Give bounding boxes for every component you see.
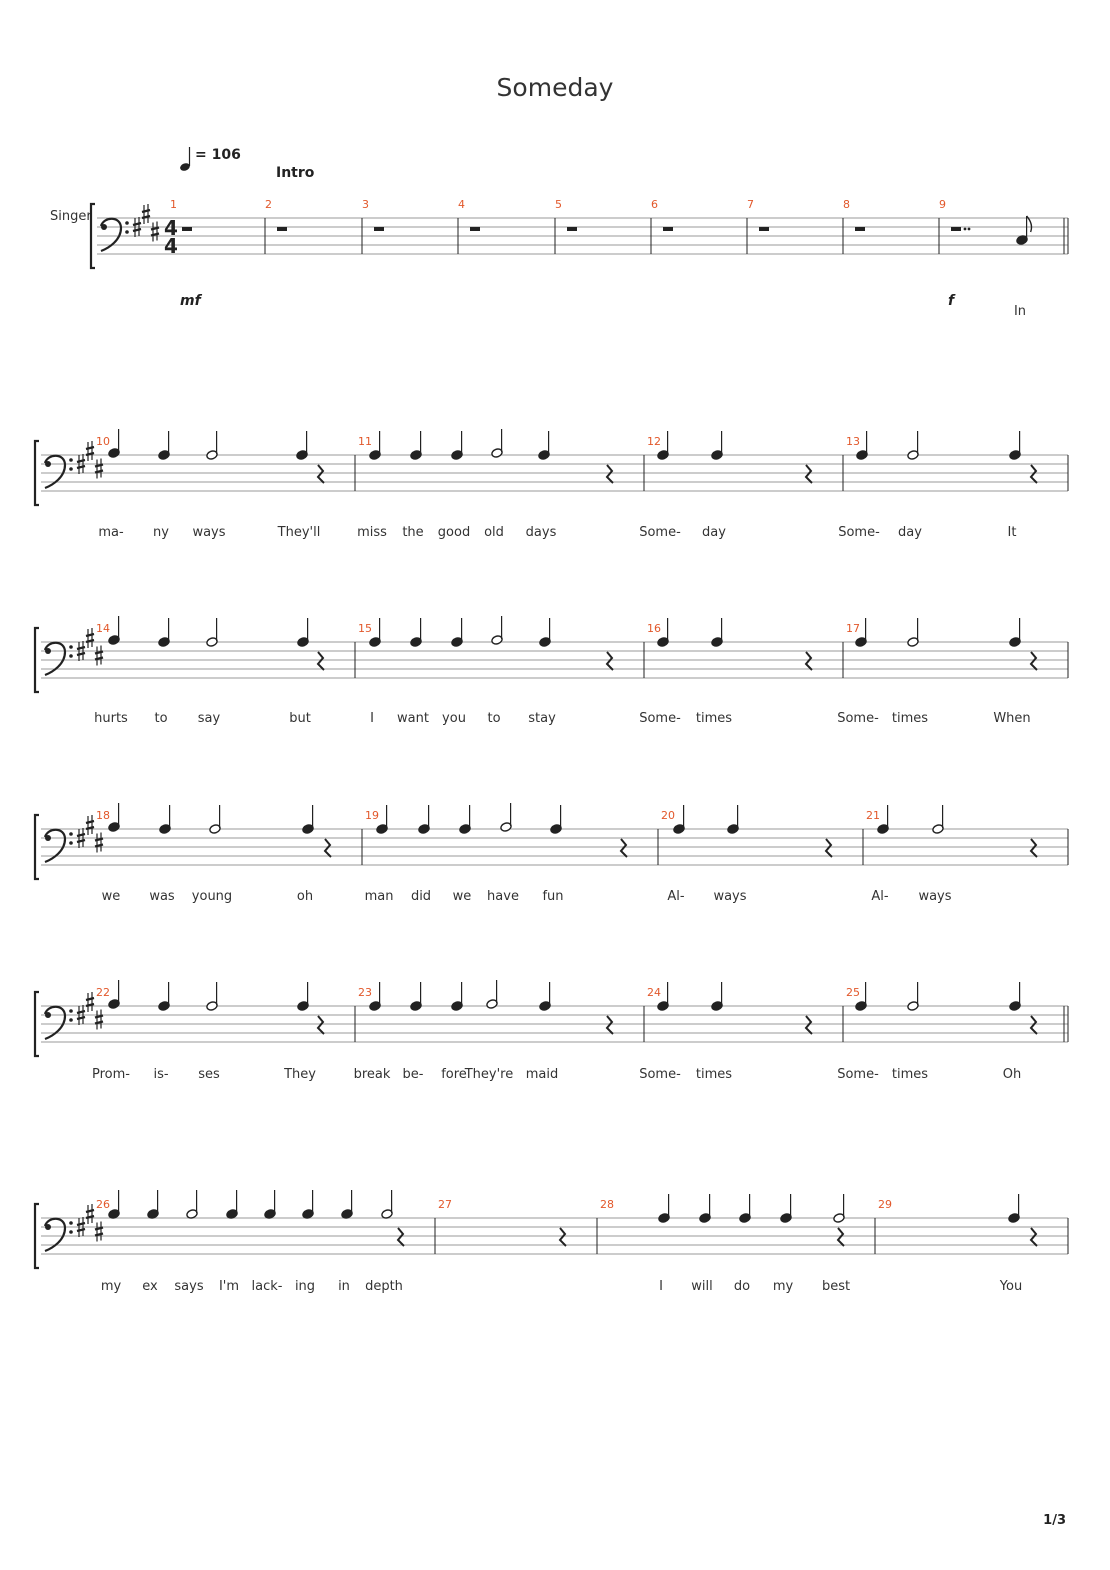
note-icon — [711, 982, 723, 1011]
quarter-rest-icon — [398, 1228, 404, 1246]
lyric-syllable: man — [364, 889, 394, 904]
lyric-syllable: day — [898, 525, 922, 540]
lyric-syllable: lack- — [251, 1279, 283, 1294]
note-icon — [418, 805, 430, 834]
system-bracket — [35, 441, 39, 505]
lyric-syllable: fore — [441, 1067, 467, 1082]
note-icon — [1009, 431, 1021, 460]
sharp-icon — [95, 833, 103, 853]
bass-clef-icon — [101, 219, 121, 251]
lyric-syllable: They'll — [277, 525, 321, 540]
measure-number: 26 — [96, 1198, 110, 1211]
lyric-syllable: When — [993, 711, 1031, 726]
lyric-syllable: do — [733, 1279, 751, 1294]
sharp-icon — [86, 992, 94, 1012]
note-icon — [451, 618, 463, 647]
note-icon — [158, 431, 170, 460]
lyric-syllable: Some- — [837, 1067, 879, 1082]
note-icon — [410, 618, 422, 647]
quarter-rest-icon — [621, 839, 627, 857]
rest-icon — [277, 227, 287, 231]
bass-clef-dot — [45, 1224, 51, 1230]
system-bracket — [35, 815, 39, 879]
rest-icon — [855, 227, 865, 231]
lyric-syllable: we — [101, 889, 121, 904]
quarter-rest-icon — [318, 652, 324, 670]
clef-dot-icon — [69, 841, 73, 845]
tempo-value: = 106 — [195, 147, 241, 163]
quarter-rest-icon — [560, 1228, 566, 1246]
note-icon — [410, 982, 422, 1011]
lyric-syllable: Prom- — [92, 1067, 130, 1082]
lyric-syllable: best — [821, 1279, 851, 1294]
note-icon — [159, 805, 171, 834]
bass-clef-dot — [45, 835, 51, 841]
bass-clef-dot — [45, 648, 51, 654]
note-icon — [451, 431, 463, 460]
clef-dot-icon — [69, 1009, 73, 1013]
note-icon — [711, 431, 723, 460]
note-icon — [907, 618, 919, 647]
measure-number: 4 — [458, 198, 465, 211]
bass-clef-dot — [101, 224, 107, 230]
clef-dot-icon — [69, 645, 73, 649]
sharp-icon — [151, 222, 159, 242]
measure-number: 25 — [846, 986, 860, 999]
quarter-rest-icon — [1031, 465, 1037, 483]
staff-system — [91, 198, 1068, 319]
lyric-syllable: times — [695, 711, 733, 726]
clef-dot-icon — [69, 654, 73, 658]
lyric-syllable: I'm — [218, 1279, 240, 1294]
lyric-syllable: be- — [402, 1067, 424, 1082]
bass-clef-dot — [45, 461, 51, 467]
system-bracket — [35, 1204, 39, 1268]
lyric-syllable: times — [891, 711, 929, 726]
note-icon — [186, 1190, 198, 1219]
quarter-rest-icon — [806, 465, 812, 483]
lyric-syllable: They — [284, 1067, 316, 1082]
rest-icon — [951, 227, 961, 231]
sharp-icon — [95, 1010, 103, 1030]
staff-system — [35, 980, 1068, 1082]
lyric-syllable: old — [484, 525, 504, 540]
measure-number: 28 — [600, 1198, 614, 1211]
note-icon — [491, 616, 503, 645]
part-name: Singer — [50, 209, 92, 224]
lyric-syllable: maid — [525, 1067, 559, 1082]
lyric-syllable: miss — [357, 525, 387, 540]
lyric-syllable: ma- — [98, 525, 124, 540]
note-icon — [341, 1190, 353, 1219]
note-icon — [264, 1190, 276, 1219]
bass-clef-icon — [45, 1219, 65, 1251]
lyric-syllable: Some- — [838, 525, 880, 540]
rest-icon — [470, 227, 480, 231]
rest-icon — [759, 227, 769, 231]
staff-system — [35, 1190, 1068, 1294]
note-icon — [206, 618, 218, 647]
quarter-rest-icon — [1031, 839, 1037, 857]
lyric-syllable: I — [659, 1279, 663, 1294]
staff-system — [35, 429, 1068, 540]
measure-number: 18 — [96, 809, 110, 822]
lyric-syllable: but — [289, 711, 311, 726]
bass-clef-icon — [45, 830, 65, 862]
note-icon — [486, 980, 498, 1009]
section-label: Intro — [276, 165, 315, 181]
note-icon — [727, 805, 739, 834]
clef-dot-icon — [69, 832, 73, 836]
clef-dot-icon — [69, 467, 73, 471]
clef-dot-icon — [69, 1230, 73, 1234]
note-icon — [226, 1190, 238, 1219]
lyric-syllable: stay — [528, 711, 556, 726]
sharp-icon — [86, 1204, 94, 1224]
note-icon — [1016, 216, 1032, 245]
note-icon — [302, 805, 314, 834]
note-icon — [500, 803, 512, 832]
lyric-syllable: ing — [294, 1279, 316, 1294]
lyric-syllable: ex — [142, 1279, 158, 1294]
measure-number: 14 — [96, 622, 110, 635]
dot-icon — [968, 228, 971, 231]
note-icon — [907, 982, 919, 1011]
sharp-icon — [95, 1222, 103, 1242]
measure-number: 3 — [362, 198, 369, 211]
system-bracket — [35, 992, 39, 1056]
lyric-syllable: my — [100, 1279, 122, 1294]
measure-number: 24 — [647, 986, 661, 999]
lyric-syllable: break — [353, 1067, 391, 1082]
lyric-syllable: my — [772, 1279, 794, 1294]
note-icon — [739, 1194, 751, 1223]
note-icon — [459, 805, 471, 834]
measure-number: 10 — [96, 435, 110, 448]
note-icon — [780, 1194, 792, 1223]
lyric-syllable: ways — [713, 889, 747, 904]
quarter-rest-icon — [607, 1016, 613, 1034]
lyric-syllable: ways — [918, 889, 952, 904]
lyric-syllable: times — [695, 1067, 733, 1082]
lyric-syllable: says — [174, 1279, 204, 1294]
measure-number: 9 — [939, 198, 946, 211]
measure-number: 16 — [647, 622, 661, 635]
measure-number: 13 — [846, 435, 860, 448]
sharp-icon — [86, 628, 94, 648]
lyric-syllable: You — [999, 1279, 1023, 1294]
lyric-syllable: oh — [296, 889, 314, 904]
bass-clef-icon — [45, 1007, 65, 1039]
lyric-syllable: hurts — [94, 711, 128, 726]
note-icon — [1008, 1194, 1020, 1223]
measure-number: 12 — [647, 435, 661, 448]
dynamic-mf: mf — [180, 293, 201, 309]
lyric-syllable: will — [691, 1279, 713, 1294]
note-icon — [550, 805, 562, 834]
lyric-syllable: was — [149, 889, 175, 904]
quarter-rest-icon — [607, 652, 613, 670]
note-icon — [206, 431, 218, 460]
note-icon — [302, 1190, 314, 1219]
page-number: 1/3 — [1043, 1513, 1066, 1528]
rest-icon — [663, 227, 673, 231]
measure-number: 1 — [170, 198, 177, 211]
note-icon — [147, 1190, 159, 1219]
measure-number: 8 — [843, 198, 850, 211]
quarter-rest-icon — [838, 1228, 844, 1246]
note-icon — [711, 618, 723, 647]
lyric-syllable: in — [338, 1279, 350, 1294]
lyric-syllable: It — [1007, 525, 1017, 540]
measure-number: 21 — [866, 809, 880, 822]
lyric-syllable: times — [891, 1067, 929, 1082]
dot-icon — [964, 228, 967, 231]
lyric-syllable: we — [452, 889, 472, 904]
note-icon — [538, 431, 550, 460]
lyric-syllable: They're — [464, 1067, 514, 1082]
staff-system — [35, 616, 1068, 726]
note-icon — [297, 618, 309, 647]
measure-number: 5 — [555, 198, 562, 211]
lyric-syllable: to — [487, 711, 501, 726]
note-icon — [1009, 982, 1021, 1011]
note-icon — [1009, 618, 1021, 647]
system-bracket — [35, 628, 39, 692]
clef-dot-icon — [69, 1221, 73, 1225]
clef-dot-icon — [125, 230, 129, 234]
quarter-rest-icon — [806, 652, 812, 670]
note-icon — [658, 1194, 670, 1223]
sharp-icon — [95, 459, 103, 479]
sharp-icon — [95, 646, 103, 666]
note-icon — [209, 805, 221, 834]
bass-clef-dot — [45, 1012, 51, 1018]
note-icon — [539, 982, 551, 1011]
time-signature-top: 4 — [164, 216, 178, 240]
note-icon — [297, 982, 309, 1011]
tempo-marking — [179, 147, 241, 172]
lyric-syllable: Some- — [837, 711, 879, 726]
clef-dot-icon — [125, 221, 129, 225]
quarter-rest-icon — [318, 465, 324, 483]
lyric-syllable: Oh — [1002, 1067, 1022, 1082]
sharp-icon — [86, 815, 94, 835]
lyric-syllable: Some- — [639, 525, 681, 540]
note-icon — [296, 431, 308, 460]
note-icon — [833, 1194, 845, 1223]
note-icon — [932, 805, 944, 834]
measure-number: 2 — [265, 198, 272, 211]
note-icon — [410, 431, 422, 460]
measure-number: 6 — [651, 198, 658, 211]
quarter-rest-icon — [826, 839, 832, 857]
quarter-rest-icon — [1031, 1228, 1037, 1246]
note-icon — [158, 618, 170, 647]
note-icon — [699, 1194, 711, 1223]
note-icon — [381, 1190, 393, 1219]
lyric-syllable: want — [397, 711, 429, 726]
measure-number: 11 — [358, 435, 372, 448]
rest-icon — [374, 227, 384, 231]
lyric-syllable: good — [437, 525, 471, 540]
lyric-syllable: Al- — [667, 889, 685, 904]
system-bracket — [91, 204, 95, 268]
note-icon — [451, 982, 463, 1011]
bass-clef-icon — [45, 643, 65, 675]
lyric-syllable: the — [402, 525, 424, 540]
lyric-syllable: Some- — [639, 711, 681, 726]
measure-number: 19 — [365, 809, 379, 822]
staff-system — [35, 803, 1068, 904]
measure-number: 15 — [358, 622, 372, 635]
sharp-icon — [142, 204, 150, 224]
note-icon — [206, 982, 218, 1011]
note-icon — [158, 982, 170, 1011]
quarter-rest-icon — [1031, 652, 1037, 670]
quarter-rest-icon — [1031, 1016, 1037, 1034]
lyric-syllable: to — [154, 711, 168, 726]
measure-number: 29 — [878, 1198, 892, 1211]
lyric-syllable: did — [410, 889, 432, 904]
lyric-syllable: day — [702, 525, 726, 540]
measure-number: 22 — [96, 986, 110, 999]
bass-clef-icon — [45, 456, 65, 488]
sharp-icon — [86, 441, 94, 461]
clef-dot-icon — [69, 458, 73, 462]
lyric-syllable: ny — [153, 525, 169, 540]
lyric-syllable: depth — [365, 1279, 403, 1294]
lyric-syllable: ways — [192, 525, 226, 540]
measure-number: 23 — [358, 986, 372, 999]
rest-icon — [567, 227, 577, 231]
clef-dot-icon — [69, 1018, 73, 1022]
lyric-syllable: I — [370, 711, 374, 726]
lyric-syllable: say — [197, 711, 221, 726]
note-icon — [491, 429, 503, 458]
measure-number: 17 — [846, 622, 860, 635]
quarter-rest-icon — [325, 839, 331, 857]
measure-number: 27 — [438, 1198, 452, 1211]
lyric-syllable: Al- — [871, 889, 889, 904]
note-icon — [539, 618, 551, 647]
quarter-rest-icon — [607, 465, 613, 483]
lyric-syllable: Some- — [639, 1067, 681, 1082]
lyric-syllable: In — [1013, 304, 1027, 319]
rest-icon — [182, 227, 192, 231]
lyric-syllable: days — [525, 525, 557, 540]
dynamic-f: f — [948, 293, 955, 309]
lyric-syllable: ses — [198, 1067, 220, 1082]
note-icon — [907, 431, 919, 460]
lyric-syllable: you — [442, 711, 466, 726]
song-title: Someday — [496, 73, 614, 102]
measure-number: 20 — [661, 809, 675, 822]
quarter-rest-icon — [806, 1016, 812, 1034]
lyric-syllable: fun — [542, 889, 564, 904]
lyric-syllable: is- — [153, 1067, 169, 1082]
lyric-syllable: young — [191, 889, 233, 904]
time-signature-bottom: 4 — [164, 234, 178, 258]
lyric-syllable: have — [487, 889, 519, 904]
measure-number: 7 — [747, 198, 754, 211]
quarter-rest-icon — [318, 1016, 324, 1034]
